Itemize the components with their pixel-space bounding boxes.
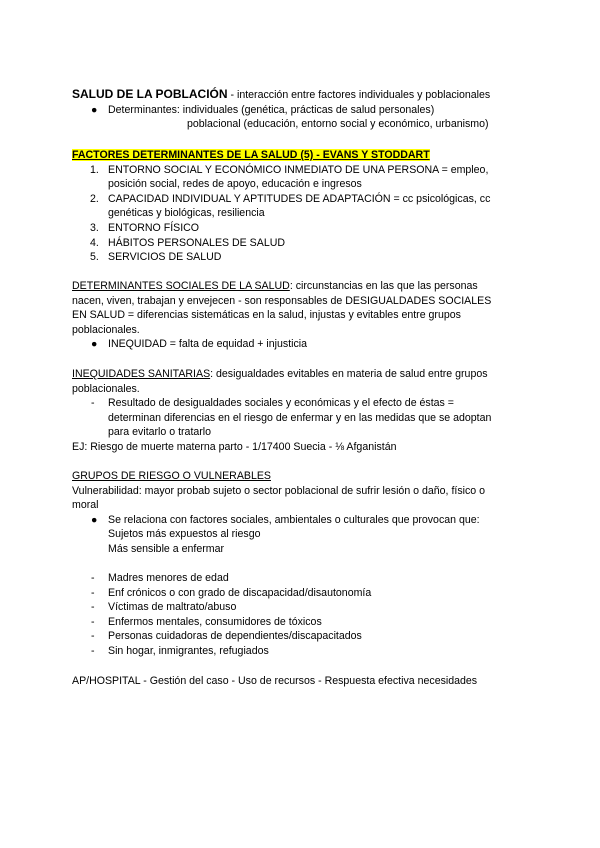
- text-run: nacen, viven, trabajan y envejecen - son responsables de DESIGUALDADES SOCIALES: [72, 294, 492, 307]
- list-item: [72, 250, 532, 265]
- section-factores: [72, 148, 532, 265]
- item-text: ENTORNO FÍSICO: [108, 221, 200, 234]
- text-run: poblacionales.: [72, 323, 140, 336]
- bullet-text: Sujetos más expuestos al riesgo: [108, 528, 261, 541]
- list-item-text: Enf crónicos o con grado de discapacidad/disautonomía: [108, 586, 372, 599]
- list-item-cont: [72, 206, 532, 221]
- list-item: [72, 586, 532, 601]
- bullet-item: [72, 337, 532, 352]
- det-label: Determinantes:: [108, 103, 180, 116]
- text-run: EN SALUD = diferencias sistemáticas en la salud, injustas y evitables entre grupos: [72, 309, 461, 322]
- list-item: [72, 571, 532, 586]
- dash-icon: -: [91, 572, 95, 584]
- list-item-text: Personas cuidadoras de dependientes/discapacitados: [108, 630, 362, 643]
- text-line: [72, 308, 532, 323]
- item-text: CAPACIDAD INDIVIDUAL Y APTITUDES DE ADAPTACIÓN = cc psicológicas, cc: [108, 192, 491, 205]
- item-text: genéticas y biológicas, resiliencia: [108, 207, 265, 220]
- bullet-item: [72, 513, 532, 528]
- dash-item-cont: [72, 411, 532, 426]
- dash-icon: -: [91, 615, 95, 628]
- text-run: poblacionales.: [72, 382, 140, 395]
- determinantes-row: [72, 103, 532, 118]
- bullet-icon: ●: [91, 513, 98, 526]
- determinantes-row-2: [72, 117, 532, 132]
- text-line: [72, 294, 532, 309]
- item-number: 3.: [90, 221, 99, 234]
- text-run: : desigualdades evitables en materia de salud entre grupos: [210, 368, 488, 380]
- list-item-text: Madres menores de edad: [108, 572, 229, 584]
- inequidades-heading: INEQUIDADES SANITARIAS: [72, 368, 211, 380]
- list-item: [72, 629, 532, 644]
- dash-icon: -: [91, 397, 95, 410]
- item-number: 4.: [90, 236, 99, 249]
- dash-icon: -: [91, 644, 95, 657]
- text-run: moral: [72, 499, 99, 512]
- list-item-cont: [72, 177, 532, 192]
- bullet-text: INEQUIDAD = falta de equidad + injusticia: [108, 338, 308, 351]
- list-item: [72, 192, 532, 207]
- dash-text: para evitarlo o tratarlo: [108, 426, 212, 439]
- dash-icon: -: [91, 586, 95, 599]
- item-number: 5.: [90, 251, 99, 264]
- bullet-text: Se relaciona con factores sociales, ambientales o culturales que provocan que:: [108, 513, 480, 526]
- text-run: Vulnerabilidad: mayor probab sujeto o sector poblacional de sufrir lesión o daño, físico o: [72, 484, 486, 497]
- footer-line: [72, 674, 532, 689]
- dash-text: determinan diferencias en el riesgo de enfermar y en las medidas que se adoptan: [108, 411, 492, 424]
- section-title: SALUD DE LA POBLACIÓN: [72, 87, 228, 101]
- example-line: [72, 440, 532, 455]
- item-number: 1.: [90, 163, 99, 176]
- item-number: 2.: [90, 192, 99, 205]
- risk-groups-list: [72, 571, 532, 659]
- det-line-2: poblacional (educación, entorno social y económico, urbanismo): [187, 118, 489, 131]
- list-item-text: Sin hogar, inmigrantes, refugiados: [108, 644, 269, 657]
- factores-heading: FACTORES DETERMINANTES DE LA SALUD (5) - EVANS Y STODDART: [72, 149, 430, 161]
- list-item: [72, 644, 532, 659]
- list-item: [72, 600, 532, 615]
- section-determinantes-sociales: [72, 279, 532, 352]
- item-text: SERVICIOS DE SALUD: [108, 251, 222, 264]
- example-text: EJ: Riesgo de muerte materna parto - 1/17400 Suecia - ⅛ Afganistán: [72, 440, 397, 453]
- dash-item-cont: [72, 425, 532, 440]
- heading-row: [72, 148, 532, 163]
- text-line: [72, 367, 532, 382]
- dash-item: [72, 396, 532, 411]
- text-line: [72, 323, 532, 338]
- bullet-icon: ●: [91, 103, 98, 116]
- determinantes-heading: DETERMINANTES SOCIALES DE LA SALUD: [72, 280, 290, 292]
- list-item: [72, 615, 532, 630]
- dash-icon: -: [91, 601, 95, 614]
- list-item-text: Víctimas de maltrato/abuso: [108, 601, 237, 614]
- heading-row: [72, 469, 532, 484]
- footer-text: AP/HOSPITAL - Gestión del caso - Uso de recursos - Respuesta efectiva necesidades: [72, 675, 478, 687]
- bullet-icon: ●: [91, 338, 98, 351]
- det-line-1: individuales (genética, prácticas de salud personales): [182, 103, 435, 116]
- list-item: [72, 221, 532, 236]
- grupos-heading: GRUPOS DE RIESGO O VULNERABLES: [72, 470, 271, 482]
- factores-list: [72, 163, 532, 265]
- text-line: [72, 498, 532, 513]
- bullet-text: Más sensible a enfermar: [108, 542, 224, 555]
- dash-icon: -: [91, 630, 95, 643]
- dash-text: Resultado de desigualdades sociales y económicas y el efecto de éstas =: [108, 397, 454, 410]
- item-text: posición social, redes de apoyo, educación e ingresos: [108, 178, 362, 191]
- section-title-row: [72, 87, 532, 103]
- item-text: HÁBITOS PERSONALES DE SALUD: [108, 236, 286, 249]
- list-item: [72, 236, 532, 251]
- list-item: [72, 163, 532, 178]
- list-item-text: Enfermos mentales, consumidores de tóxicos: [108, 615, 322, 628]
- bullet-cont: [72, 542, 532, 557]
- section-inequidades: [72, 367, 532, 455]
- text-line: [72, 382, 532, 397]
- bullet-cont: [72, 527, 532, 542]
- text-line: [72, 279, 532, 294]
- section-salud-poblacion: [72, 87, 532, 132]
- section-title-rest: - interacción entre factores individuales y poblacionales: [227, 89, 491, 101]
- item-text: ENTORNO SOCIAL Y ECONÓMICO INMEDIATO DE UNA PERSONA = empleo,: [108, 163, 489, 176]
- section-grupos-riesgo: [72, 469, 532, 557]
- section-footer: [72, 674, 532, 689]
- text-line: [72, 484, 532, 499]
- text-run: : circunstancias en las que las personas: [289, 280, 478, 292]
